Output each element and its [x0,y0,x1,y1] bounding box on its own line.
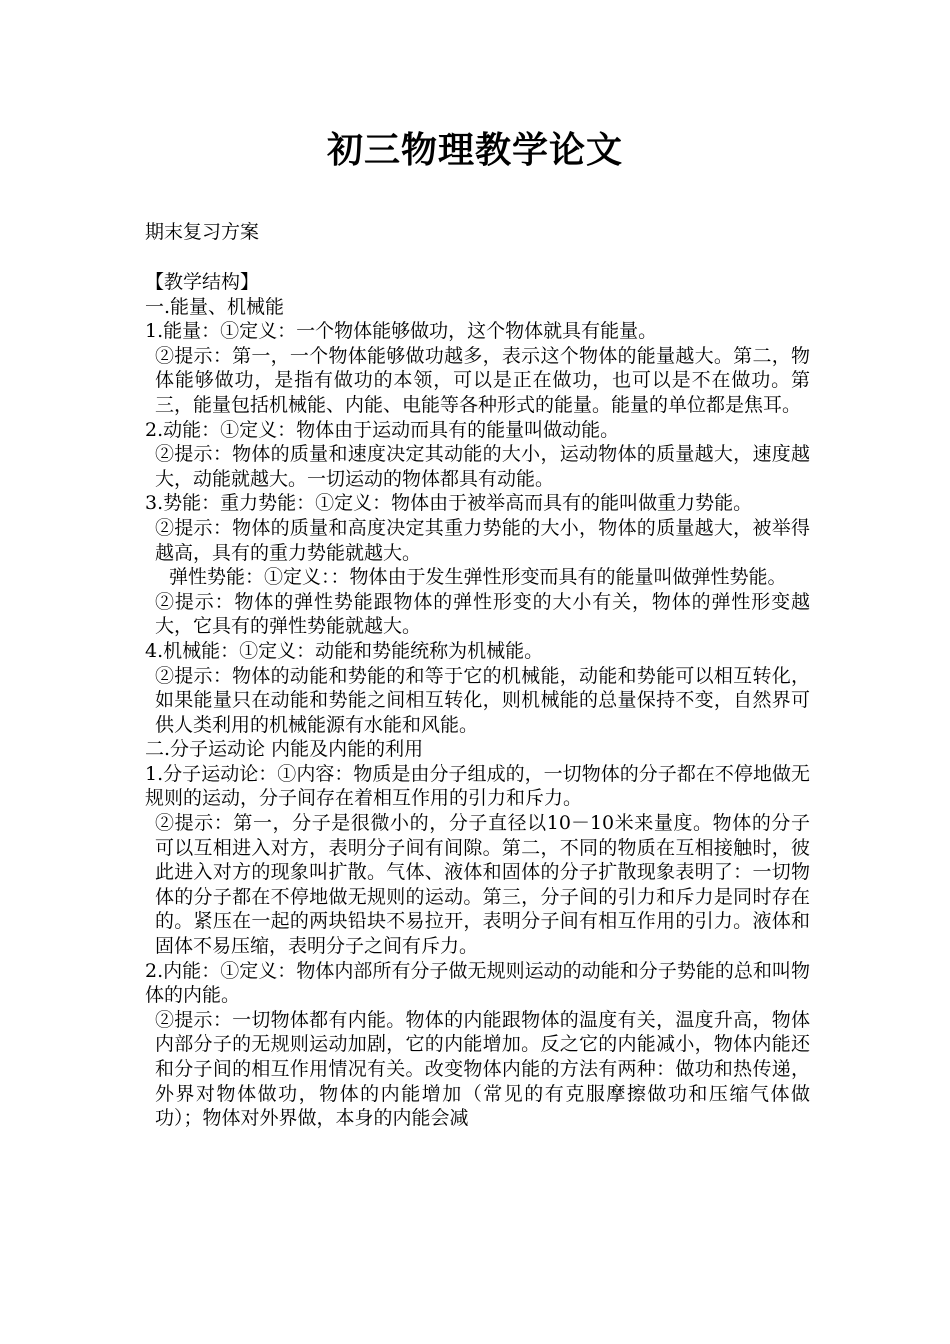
paragraph: 2.动能：①定义：物体由于运动而具有的能量叫做动能。 [145,418,620,441]
paragraph: 3.势能：重力势能：①定义：物体由于被举高而具有的能叫做重力势能。 [145,492,753,515]
section-heading: 【教学结构】 [145,271,260,293]
document-subtitle: 期末复习方案 [145,221,260,243]
paragraph: 1.分子运动论：①内容：物质是由分子组成的，一切物体的分子都在不停地做无规则的运动，分子间存在着相互作用的引力和斥力。 [145,762,810,810]
paragraph: ②提示：物体的动能和势能的和等于它的机械能，动能和势能可以相互转化，如果能量只在动能和势能之间相互转化，则机械能的总量保持不变，自然界可供人类利用的机械能源有水能和风能。 [155,664,810,736]
paragraph: ②提示：一切物体都有内能。物体的内能跟物体的温度有关，温度升高，物体内部分子的无规则运动加剧，它的内能增加。反之它的内能减小，物体内能还和分子间的相互作用情况有关。改变物体内能的方法有两种：做功和热传递，外界对物体做功，物体的内能增加（常见的有克服摩擦做功和压缩气体做功）；物体对外界做，本身的内能会减 [155,1008,810,1130]
paragraph: 1.能量：①定义：一个物体能够做功，这个物体就具有能量。 [145,320,658,343]
document-title: 初三物理教学论文 [326,129,623,171]
paragraph: ②提示：物体的弹性势能跟物体的弹性形变的大小有关，物体的弹性形变越大，它具有的弹性势能就越大。 [155,590,810,638]
document-body [145,270,810,1131]
paragraph: 2.内能：①定义：物体内部所有分子做无规则运动的动能和分子势能的总和叫物体的内能。 [145,959,810,1007]
paragraph: ②提示：物体的质量和高度决定其重力势能的大小，物体的质量越大，被举得越高，具有的重力势能就越大。 [155,516,810,564]
paragraph: ②提示：第一，一个物体能够做功越多，表示这个物体的能量越大。第二，物体能够做功，是指有做功的本领，可以是正在做功，也可以是不在做功。第三，能量包括机械能、内能、电能等各种形式的能量。能量的单位都是焦耳。 [155,344,810,416]
section-heading: 一.能量、机械能 [145,295,285,318]
paragraph: 弹性势能：①定义：：物体由于发生弹性形变而具有的能量叫做弹性势能。 [169,566,787,589]
paragraph: ②提示：第一，分子是很微小的，分子直径以10－10米来量度。物体的分子可以互相进入对方，表明分子间有间隙。第二，不同的物质在互相接触时，彼此进入对方的现象叫扩散。气体、液体和固体的分子扩散现象表明了：一切物体的分子都在不停地做无规则的运动。第三，分子间的引力和斥力是同时存在的。紧压在一起的两块铅块不易拉开，表明分子间有相互作用的引力。液体和固体不易压缩，表明分子之间有斥力。 [155,812,810,958]
paragraph: 4.机械能：①定义：动能和势能统称为机械能。 [145,639,544,662]
section-heading: 二.分子运动论 内能及内能的利用 [145,738,424,761]
paragraph: ②提示：物体的质量和速度决定其动能的大小，运动物体的质量越大，速度越大，动能就越大。一切运动的物体都具有动能。 [155,443,810,490]
